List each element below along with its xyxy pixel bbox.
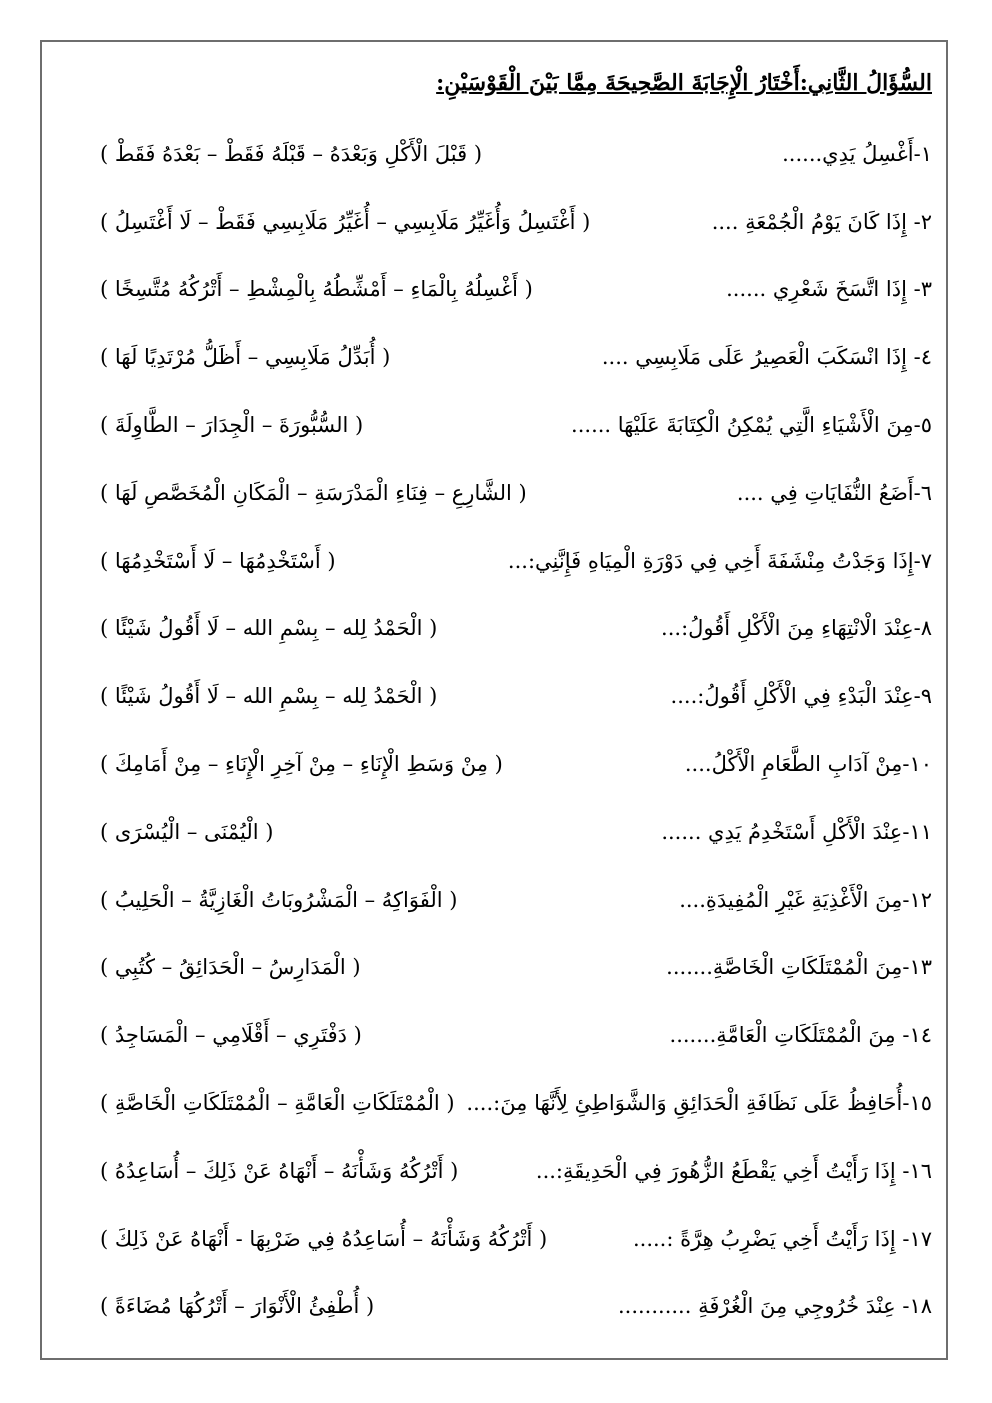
question-item [100, 188, 932, 256]
answer-choices: ( السُّبُّورَةَ – الْجِدَارَ – الطَّاوِلَةَ ) [100, 413, 364, 438]
question-text: ٣- إِذَا اتَّسَخَ شَعْرِي ...... [726, 277, 932, 302]
answer-choices: ( مِنْ وَسَطِ الْإِنَاءِ – مِنْ آخِرِ الْإِنَاءِ – مِنْ أَمَامِكَ ) [100, 752, 503, 777]
question-text: ٢- إِذَا كَانَ يَوْمُ الْجُمْعَةِ .... [711, 209, 932, 234]
answer-choices: ( أَغْتَسِلُ وَأُغَيِّرُ مَلَابِسِي – أُغَيِّرُ مَلَابِسِي فَقَطْ – لَا أَغْتَسِلُ ) [100, 209, 591, 234]
answer-choices: ( أُبَدِّلُ مَلَابِسِي – أَظَلُّ مُرْتَدِيًا لَهَا ) [100, 345, 391, 370]
question-text: ٥-مِنَ الْأَشْيَاءِ الَّتِي يُمْكِنُ الْكِتَابَةَ عَلَيْهَا ...... [571, 413, 932, 438]
question-item [100, 1273, 932, 1341]
question-item [100, 1137, 932, 1205]
answer-choices: ( الْمُمْتَلَكَاتِ الْعَامَّةِ – الْمُمْتَلَكَاتِ الْخَاصَّةِ ) [100, 1091, 455, 1116]
question-title: السُّؤَالُ الثَّانِي:أَخْتَارُ الْإِجَابَةَ الصَّحِيحَةَ مِمَّا بَيْنَ الْقَوْسَيْنِ: [436, 70, 932, 96]
answer-choices: ( دَفْتَرِي – أَقْلَامِي – الْمَسَاجِدُ ) [100, 1023, 362, 1048]
answer-choices: ( الْحَمْدُ لِله – بِسْمِ الله – لَا أَقُولُ شَيْئًا ) [100, 684, 438, 709]
question-text: ٧-إِذَا وَجَدْتُ مِنْشَفَةَ أَخِي فِي دَوْرَةِ الْمِيَاهِ فَإِنَّنِي:... [507, 548, 932, 573]
answer-choices: ( قَبْلَ الْأَكْلِ وَبَعْدَهُ – قَبْلَهُ فَقَطْ – بَعْدَهُ فَقَطْ ) [100, 141, 483, 166]
question-item [100, 662, 932, 730]
question-text: ١٢-مِنَ الْأَغْذِيَةِ غَيْرِ الْمُفِيدَةِ.... [679, 887, 932, 912]
answer-choices: ( أَتْرُكُهُ وَشَأْنَهُ – أَنْهَاهُ عَنْ ذَلِكَ – أُسَاعِدُهُ ) [100, 1158, 459, 1183]
question-text: ١٧- إِذَا رَأَيْتُ أَخِي يَضْرِبُ هِرَّةً :..... [632, 1226, 932, 1251]
question-text: ٩-عِنْدَ الْبَدْءِ فِي الْأَكْلِ أَقُولُ:.... [670, 684, 932, 709]
questions-list [100, 120, 932, 1340]
question-text: ٤- إِذَا انْسَكَبَ الْعَصِيرُ عَلَى مَلَابِسِي .... [601, 345, 932, 370]
question-item [100, 1205, 932, 1273]
question-text: ١٦- إِذَا رَأَيْتُ أَخِي يَقْطَعُ الزُّهُورَ فِي الْحَدِيقَةِ:... [535, 1158, 932, 1183]
question-item [100, 798, 932, 866]
question-text: ١-أَغْسِلُ يَدِي...... [782, 141, 932, 166]
answer-choices: ( أَتْرُكُهُ وَشَأْنَهُ – أُسَاعِدُهُ فِي ضَرْبِهَا - أَنْهَاهُ عَنْ ذَلِكَ ) [100, 1226, 548, 1251]
question-item [100, 595, 932, 663]
question-item [100, 459, 932, 527]
question-item [100, 527, 932, 595]
question-text: ١٤- مِنَ الْمُمْتَلَكَاتِ الْعَامَّةِ....... [669, 1023, 932, 1048]
answer-choices: ( أُطْفِئُ الْأَنْوَارَ – أَتْرُكُهَا مُضَاءَةً ) [100, 1294, 375, 1319]
answer-choices: ( أَغْسِلُهُ بِالْمَاءِ – أَمْشِّطُهُ بِالْمِشْطِ – أَتْرُكُهُ مُتَّسِخًا ) [100, 277, 533, 302]
question-item [100, 934, 932, 1002]
question-item [100, 730, 932, 798]
question-text: ١٠-مِنْ آدَابِ الطَّعَامِ الْأَكْلُ.... [684, 752, 932, 777]
question-item [100, 866, 932, 934]
question-text: ٦-أَضَعُ النُّفَايَاتِ فِي .... [736, 480, 932, 505]
question-item [100, 391, 932, 459]
answer-choices: ( الْمَدَارِسُ – الْحَدَائِقُ – كُتُبِي ) [100, 955, 361, 980]
answer-choices: ( الْفَوَاكِهُ – الْمَشْرُوبَاتُ الْغَازِيَّةُ – الْحَلِيبُ ) [100, 887, 458, 912]
answer-choices: ( الشَّارِعِ – فِنَاءِ الْمَدْرَسَةِ – الْمَكَانِ الْمُخَصَّصِ لَهَا ) [100, 480, 527, 505]
question-item [100, 1069, 932, 1137]
question-text: ١٨- عِنْدَ خُرُوجِي مِنَ الْغُرْفَةِ ........... [617, 1294, 932, 1319]
question-text: ١٣-مِنَ الْمُمْتَلَكَاتِ الْخَاصَّةِ....... [666, 955, 932, 980]
question-text: ١٥-أُحَافِظُ عَلَى نَظَافَةِ الْحَدَائِقِ وَالشَّوَاطِئِ لِأَنَّهَا مِنَ:.... [466, 1091, 932, 1116]
answer-choices: ( الْحَمْدُ لِله – بِسْمِ الله – لَا أَقُولُ شَيْئًا ) [100, 616, 438, 641]
answer-choices: ( أَسْتَخْدِمُهَا – لَا أَسْتَخْدِمُهَا ) [100, 548, 336, 573]
answer-choices: ( الْيُمْنَى – الْيُسْرَى ) [100, 819, 274, 844]
question-item [100, 323, 932, 391]
question-item [100, 1001, 932, 1069]
question-text: ٨-عِنْدَ الْانْتِهَاءِ مِنَ الْأَكْلِ أَقُولُ:... [661, 616, 932, 641]
question-text: ١١-عِنْدَ الْأَكْلِ أَسْتَخْدِمُ يَدِي ...... [661, 819, 932, 844]
question-item [100, 256, 932, 324]
question-item [100, 120, 932, 188]
